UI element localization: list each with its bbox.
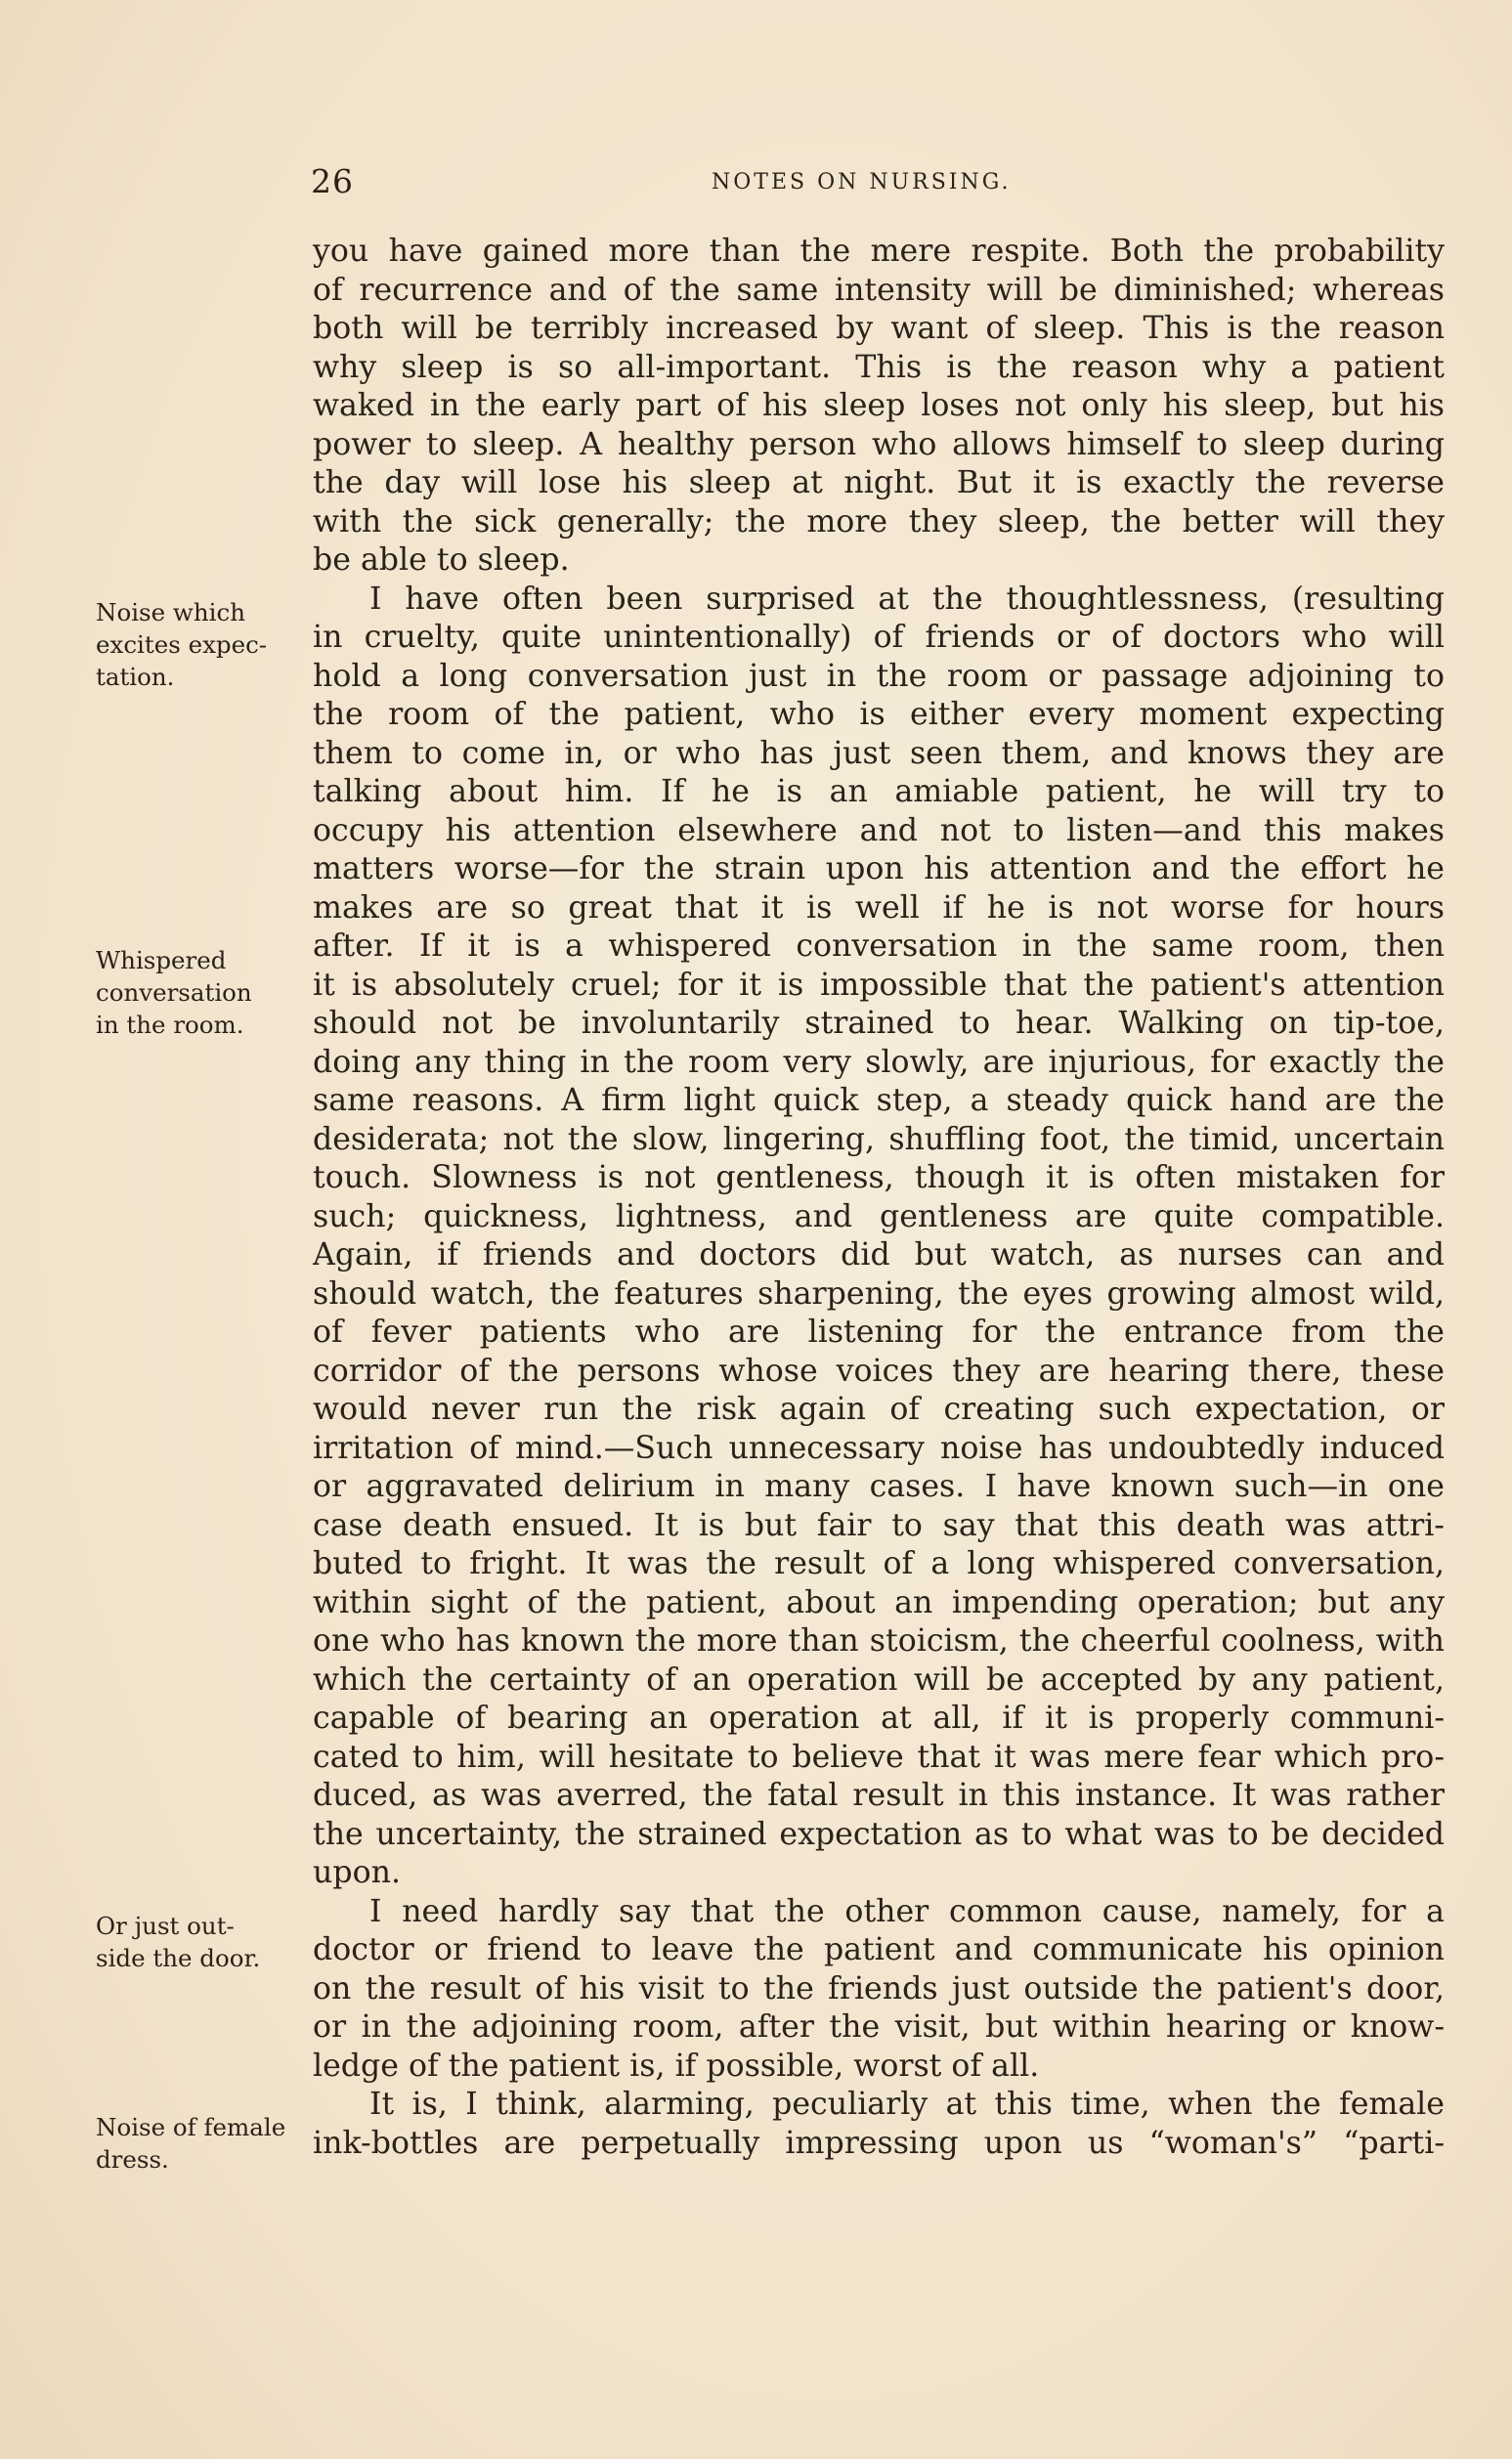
sidenote-line: conversation <box>96 978 252 1007</box>
text-line: which the certainty of an operation will be accepted by any patient, <box>313 1661 1445 1698</box>
text-line: talking about him. If he is an amiable patient, he will try to <box>313 774 1445 809</box>
text-line: it is absolutely cruel; for it is impossible that the patient's attention <box>313 967 1445 1003</box>
sidenote-line: Noise of female <box>96 2113 286 2141</box>
sidenote-noise-expectation <box>96 596 311 693</box>
text-line: irritation of mind.—Such unnecessary noise has undoubtedly induced <box>313 1430 1445 1466</box>
text-line: I have often been surprised at the thoughtlessness, (resulting <box>369 581 1445 617</box>
text-line: touch. Slowness is not gentleness, though it is often mistaken for <box>313 1160 1445 1195</box>
text-line: doing any thing in the room very slowly, are injurious, for exactly the <box>313 1044 1445 1080</box>
text-line: waked in the early part of his sleep loses not only his sleep, but his <box>313 388 1445 423</box>
text-line: both will be terribly increased by want of sleep. This is the reason <box>313 311 1445 346</box>
text-line: power to sleep. A healthy person who allows himself to sleep during <box>313 426 1445 462</box>
running-title: NOTES ON NURSING. <box>712 170 1012 194</box>
text-line: or in the adjoining room, after the visit, but within hearing or know- <box>313 2009 1445 2045</box>
text-line: case death ensued. It is but fair to say that this death was attri- <box>313 1507 1445 1543</box>
sidenote-whispered-conversation <box>96 944 311 1041</box>
text-line: ink-bottles are perpetually impressing upon us “woman's” “parti- <box>313 2125 1445 2161</box>
text-line: them to come in, or who has just seen them, and knows they are <box>313 735 1445 771</box>
sidenote-line: excites expec- <box>96 630 268 659</box>
text-line: be able to sleep. <box>313 542 570 578</box>
text-line: would never run the risk again of creating such expectation, or <box>313 1392 1445 1427</box>
body-text <box>313 233 1445 2163</box>
text-line: after. If it is a whispered conversation in the same room, then <box>313 928 1445 964</box>
text-line: corridor of the persons whose voices they are hearing there, these <box>313 1353 1445 1389</box>
text-line: the room of the patient, who is either every moment expecting <box>313 697 1445 732</box>
text-line: desiderata; not the slow, lingering, shuffling foot, the timid, uncertain <box>313 1121 1445 1157</box>
page-header <box>311 162 1445 201</box>
sidenote-line: dress. <box>96 2145 169 2174</box>
text-line: of recurrence and of the same intensity will be diminished; whereas <box>313 272 1445 308</box>
page-number: 26 <box>311 162 354 200</box>
text-line: It is, I think, alarming, peculiarly at this time, when the female <box>369 2087 1445 2122</box>
text-line: buted to fright. It was the result of a long whispered conversation, <box>313 1546 1445 1581</box>
text-line: hold a long conversation just in the room or passage adjoining to <box>313 658 1445 694</box>
text-line: upon. <box>313 1855 401 1890</box>
text-line: of fever patients who are listening for the entrance from the <box>313 1315 1445 1350</box>
text-line: within sight of the patient, about an impending operation; but any <box>313 1584 1445 1620</box>
text-line: should watch, the features sharpening, the eyes growing almost wild, <box>313 1275 1445 1312</box>
text-line: the day will lose his sleep at night. But it is exactly the reverse <box>313 465 1445 500</box>
text-line: on the result of his visit to the friends just outside the patient's door, <box>313 1970 1445 2006</box>
text-line: or aggravated delirium in many cases. I have known such—in one <box>313 1469 1445 1504</box>
text-line: capable of bearing an operation at all, if it is properly communi- <box>313 1701 1445 1736</box>
sidenote-line: in the room. <box>96 1011 244 1039</box>
sidenote-female-dress <box>96 2111 311 2176</box>
text-line: matters worse—for the strain upon his attention and the effort he <box>313 851 1445 886</box>
text-line: should not be involuntarily strained to hear. Walking on tip-toe, <box>313 1006 1445 1041</box>
text-line: doctor or friend to leave the patient and communicate his opinion <box>313 1932 1445 1967</box>
sidenote-line: Or just out- <box>96 1912 235 1940</box>
text-line: one who has known the more than stoicism, the cheerful coolness, with <box>313 1623 1445 1659</box>
sidenote-line: tation. <box>96 663 175 691</box>
text-line: with the sick generally; the more they sleep, the better will they <box>313 503 1445 539</box>
text-line: why sleep is so all-important. This is the reason why a patient <box>313 349 1445 385</box>
text-line: makes are so great that it is well if he is not worse for hours <box>313 889 1445 926</box>
text-line: in cruelty, quite unintentionally) of friends or of doctors who will <box>313 620 1445 655</box>
text-line: ledge of the patient is, if possible, worst of all. <box>313 2048 1040 2084</box>
text-line: same reasons. A firm light quick step, a steady quick hand are the <box>313 1083 1445 1118</box>
text-line: Again, if friends and doctors did but watch, as nurses can and <box>313 1237 1445 1273</box>
text-line: such; quickness, lightness, and gentleness are quite compatible. <box>313 1198 1445 1234</box>
sidenote-line: Noise which <box>96 598 245 626</box>
sidenote-outside-door <box>96 1910 311 1974</box>
sidenote-line: Whispered <box>96 946 227 974</box>
text-line: I need hardly say that the other common cause, namely, for a <box>369 1893 1445 1929</box>
text-line: occupy his attention elsewhere and not to listen—and this makes <box>313 812 1445 848</box>
text-line: the uncertainty, the strained expectation as to what was to be decided <box>313 1816 1445 1852</box>
text-line: duced, as was averred, the fatal result in this instance. It was rather <box>313 1778 1445 1813</box>
sidenote-line: side the door. <box>96 1944 261 1972</box>
text-line: you have gained more than the mere respite. Both the probability <box>313 234 1445 269</box>
text-line: cated to him, will hesitate to believe that it was mere fear which pro- <box>313 1739 1445 1775</box>
